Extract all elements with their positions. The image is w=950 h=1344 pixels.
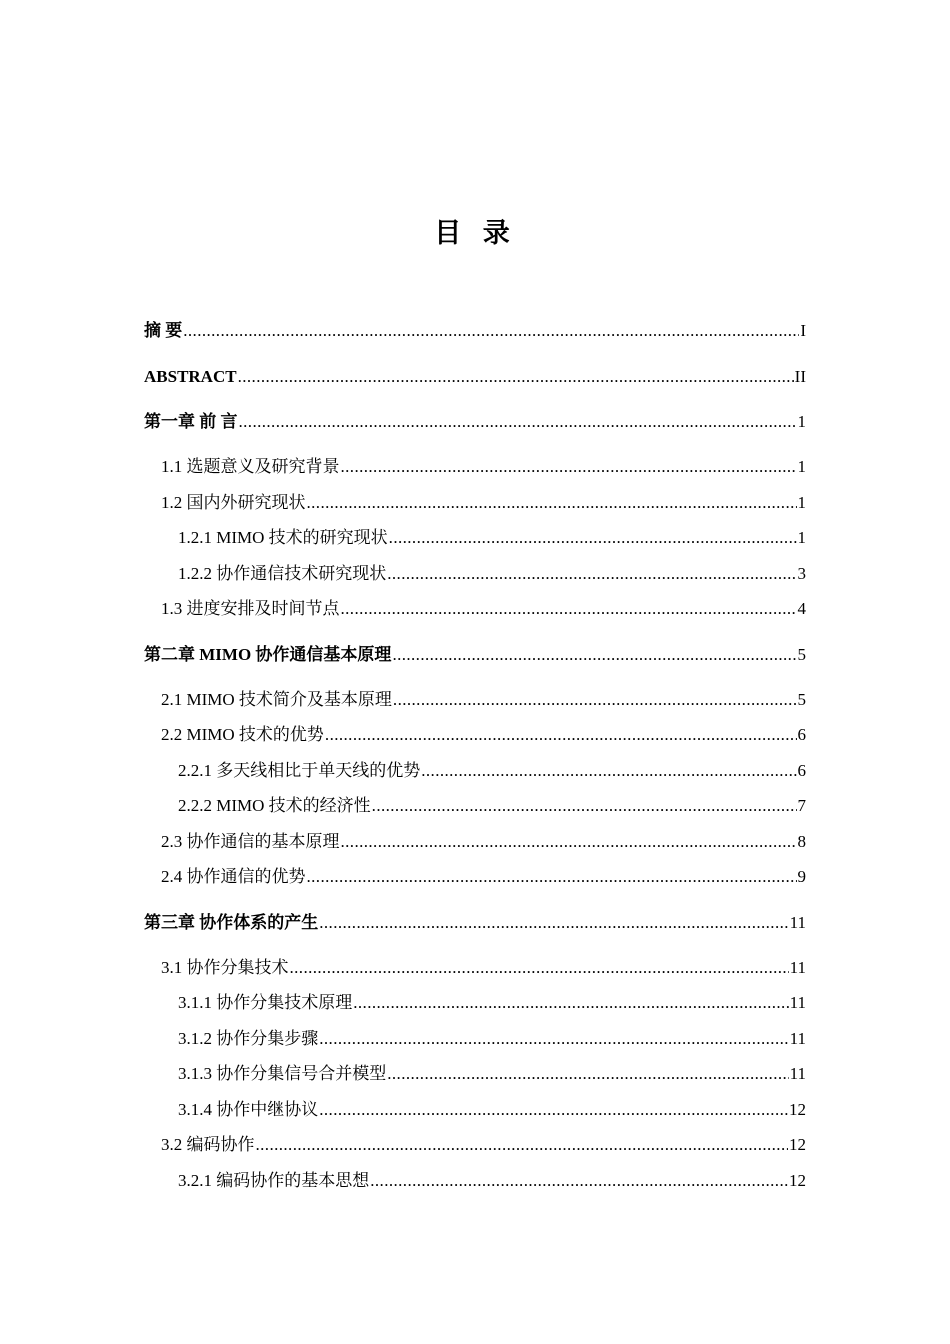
toc-entry-page-number: 5 xyxy=(797,645,806,664)
toc-entry-label: 3.1.2 协作分集步骤 xyxy=(178,1029,319,1048)
toc-entry-label: 3.1.4 协作中继协议 xyxy=(178,1100,319,1119)
toc-dot-leader xyxy=(307,491,797,515)
toc-dot-leader xyxy=(341,455,797,479)
toc-entry-page-number: 3 xyxy=(797,564,806,583)
toc-dot-leader xyxy=(319,1027,788,1051)
toc-entry-label: 第一章 前 言 xyxy=(144,412,238,431)
toc-entry[interactable] xyxy=(161,723,806,747)
toc-entry[interactable] xyxy=(161,830,806,854)
toc-entry-page-number: 11 xyxy=(789,913,806,932)
toc-entry[interactable] xyxy=(144,643,806,667)
toc-entry-label: 3.2.1 编码协作的基本思想 xyxy=(178,1171,370,1190)
toc-entry-label: 2.4 协作通信的优势 xyxy=(161,867,306,886)
toc-entry-page-number: 12 xyxy=(789,1135,806,1154)
toc-entry-label: 3.1.3 协作分集信号合并模型 xyxy=(178,1064,387,1083)
toc-entry-page-number: I xyxy=(800,321,806,340)
toc-dot-leader xyxy=(325,723,797,747)
toc-dot-leader xyxy=(341,830,797,854)
toc-entry[interactable] xyxy=(161,455,806,479)
toc-entry-page-number: 7 xyxy=(797,796,806,815)
toc-entry[interactable] xyxy=(178,1027,806,1051)
toc-dot-leader xyxy=(353,991,788,1015)
toc-dot-leader xyxy=(392,643,796,667)
toc-entry-page-number: 6 xyxy=(797,761,806,780)
toc-title: 目 录 xyxy=(434,218,516,249)
toc-entry[interactable] xyxy=(178,1098,806,1122)
toc-entry-label: 2.2.1 多天线相比于单天线的优势 xyxy=(178,761,421,780)
toc-dot-leader xyxy=(238,365,794,389)
toc-entry-page-number: 9 xyxy=(797,867,806,886)
toc-entry[interactable] xyxy=(178,526,806,550)
toc-dot-leader xyxy=(421,759,796,783)
toc-entry[interactable] xyxy=(161,865,806,889)
toc-dot-leader xyxy=(307,865,797,889)
toc-entry-label: 1.2 国内外研究现状 xyxy=(161,493,306,512)
toc-entry-label: 1.2.2 协作通信技术研究现状 xyxy=(178,564,387,583)
toc-dot-leader xyxy=(319,1098,788,1122)
toc-entry-label: 2.3 协作通信的基本原理 xyxy=(161,832,340,851)
toc-entry[interactable] xyxy=(178,794,806,818)
toc-entry-label: 摘 要 xyxy=(144,321,183,340)
toc-dot-leader xyxy=(239,410,797,434)
toc-dot-leader xyxy=(387,562,796,586)
toc-entry[interactable] xyxy=(144,319,806,343)
toc-entry-page-number: 12 xyxy=(789,1100,806,1119)
toc-entry-label: 3.1 协作分集技术 xyxy=(161,958,289,977)
toc-entry-page-number: 11 xyxy=(789,1029,806,1048)
toc-dot-leader xyxy=(319,911,788,935)
toc-entry[interactable] xyxy=(178,991,806,1015)
toc-entry[interactable] xyxy=(178,1169,806,1193)
toc-entry[interactable] xyxy=(144,365,806,389)
toc-entry[interactable] xyxy=(161,491,806,515)
toc-entry[interactable] xyxy=(161,956,806,980)
toc-entry[interactable] xyxy=(161,688,806,712)
toc-entry-page-number: 1 xyxy=(797,528,806,547)
toc-entry-page-number: 4 xyxy=(797,599,806,618)
toc-entry-page-number: 6 xyxy=(797,725,806,744)
toc-entry-label: 1.2.1 MIMO 技术的研究现状 xyxy=(178,528,388,547)
toc-dot-leader xyxy=(393,688,797,712)
toc-dot-leader xyxy=(372,794,797,818)
toc-entry-label: 第二章 MIMO 协作通信基本原理 xyxy=(144,645,392,664)
toc-entry-page-number: II xyxy=(794,367,806,386)
toc-entry[interactable] xyxy=(144,911,806,935)
toc-entry-page-number: 1 xyxy=(797,493,806,512)
toc-dot-leader xyxy=(256,1133,789,1157)
toc-dot-leader xyxy=(341,597,797,621)
toc-dot-leader xyxy=(387,1062,788,1086)
toc-dot-leader xyxy=(389,526,797,550)
toc-entry-label: 1.1 选题意义及研究背景 xyxy=(161,457,340,476)
toc-entry-label: 第三章 协作体系的产生 xyxy=(144,913,319,932)
toc-entry-page-number: 1 xyxy=(797,457,806,476)
toc-entry-page-number: 8 xyxy=(797,832,806,851)
toc-entry-label: ABSTRACT xyxy=(144,367,237,386)
toc-entry-page-number: 12 xyxy=(789,1171,806,1190)
toc-entry[interactable] xyxy=(178,562,806,586)
toc-entry-label: 3.2 编码协作 xyxy=(161,1135,255,1154)
toc-entry-label: 2.2 MIMO 技术的优势 xyxy=(161,725,324,744)
toc-entry-label: 2.1 MIMO 技术简介及基本原理 xyxy=(161,690,392,709)
toc-entry-page-number: 1 xyxy=(797,412,806,431)
toc-entry[interactable] xyxy=(178,759,806,783)
toc-entry[interactable] xyxy=(161,597,806,621)
toc-entry-page-number: 11 xyxy=(789,958,806,977)
toc-dot-leader xyxy=(183,319,799,343)
toc-entry[interactable] xyxy=(178,1062,806,1086)
toc-entry-page-number: 5 xyxy=(797,690,806,709)
toc-dot-leader xyxy=(290,956,789,980)
toc-entry-page-number: 11 xyxy=(789,1064,806,1083)
toc-entry-label: 3.1.1 协作分集技术原理 xyxy=(178,993,353,1012)
toc-entry-page-number: 11 xyxy=(789,993,806,1012)
toc-entry[interactable] xyxy=(161,1133,806,1157)
toc-entry-label: 2.2.2 MIMO 技术的经济性 xyxy=(178,796,371,815)
toc-entry[interactable] xyxy=(144,410,806,434)
toc-entry-label: 1.3 进度安排及时间节点 xyxy=(161,599,340,618)
toc-dot-leader xyxy=(370,1169,788,1193)
